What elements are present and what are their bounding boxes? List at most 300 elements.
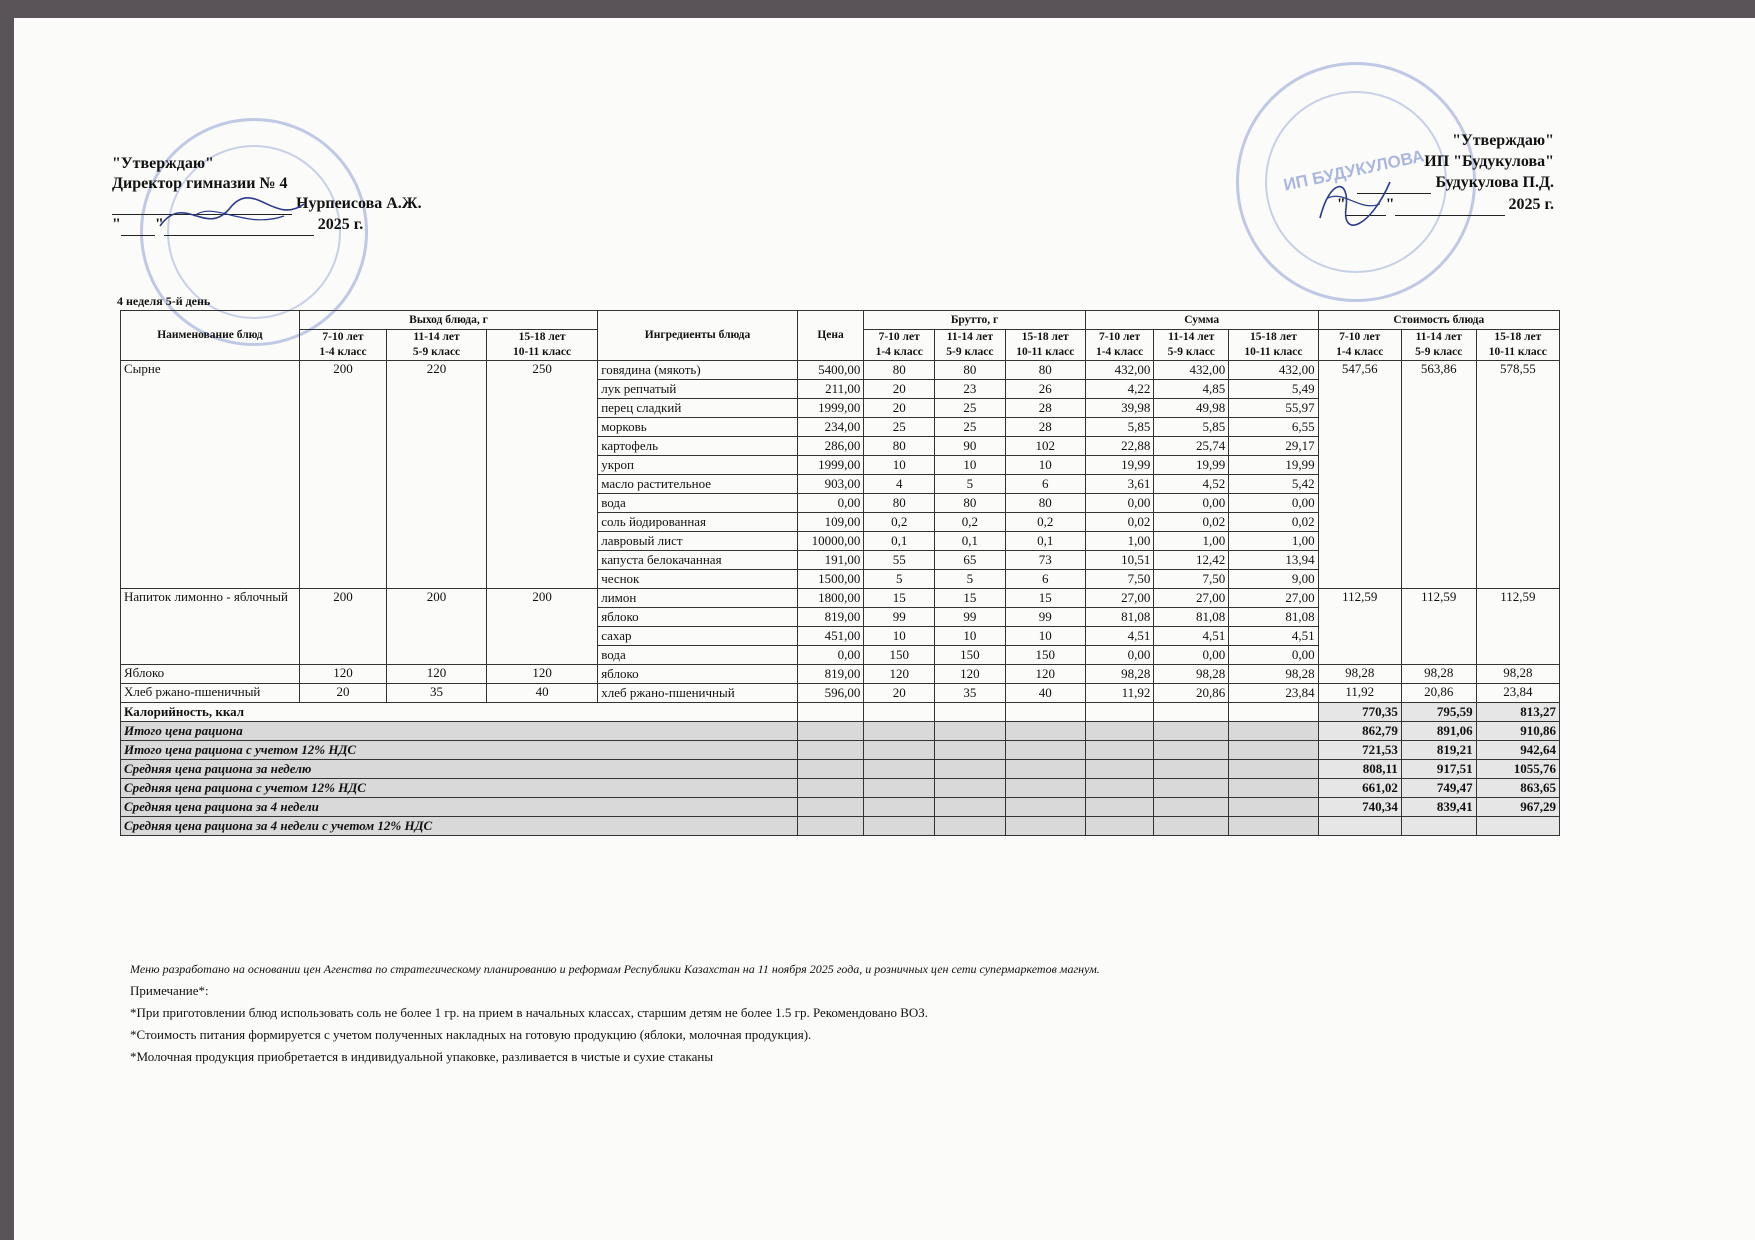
header-grade: 5-9 класс [1167,346,1215,358]
ingredient-name: картофель [598,437,798,456]
summary-empty-cell [1154,798,1229,817]
ingredient-name: хлеб ржано-пшеничный [598,684,798,703]
ingredient-brutto: 10 [1005,456,1085,475]
ingredient-brutto: 25 [935,418,1006,437]
header-brutto: Брутто, г [864,311,1085,330]
ingredient-brutto: 90 [935,437,1006,456]
summary-empty-cell [864,798,935,817]
ingredient-name: капуста белокачанная [598,551,798,570]
dish-cost: 98,28 [1318,665,1401,684]
dish-cost: 112,59 [1476,589,1559,665]
summary-empty-cell [864,760,935,779]
summary-empty-cell [1154,779,1229,798]
ingredient-sum: 5,42 [1229,475,1318,494]
ingredient-brutto: 6 [1005,475,1085,494]
ingredient-name: говядина (мякоть) [598,361,798,380]
dish-yield: 220 [387,361,487,589]
ingredient-name: перец сладкий [598,399,798,418]
ingredient-brutto: 5 [864,570,935,589]
summary-empty-cell [864,722,935,741]
ingredient-brutto: 99 [1005,608,1085,627]
ingredient-sum: 20,86 [1154,684,1229,703]
ingredient-sum: 9,00 [1229,570,1318,589]
ingredient-sum: 19,99 [1229,456,1318,475]
summary-value: 813,27 [1476,703,1559,722]
summary-value: 819,21 [1401,741,1476,760]
summary-empty-cell [1154,703,1229,722]
ingredient-brutto: 80 [864,361,935,380]
ingredient-brutto: 35 [935,684,1006,703]
summary-empty-cell [1085,703,1154,722]
header-dish-name: Наименование блюд [121,311,300,361]
header-age: 11-14 лет [946,331,994,343]
supplier-signature [1310,168,1400,238]
summary-row [121,798,1560,817]
ingredient-brutto: 80 [935,494,1006,513]
dish-yield: 250 [486,361,597,589]
ingredient-price: 596,00 [797,684,864,703]
price-source-note: Меню разработано на основании цен Агенства по стратегическому планированию и реформам Республики Казахстан на 11 ноября 2025 года, и розничных цен сети супермаркетов магнум. [130,962,1100,976]
ingredient-name: масло растительное [598,475,798,494]
ingredient-sum: 81,08 [1154,608,1229,627]
summary-empty-cell [935,798,1006,817]
summary-empty-cell [1229,817,1318,836]
header-age: 11-14 лет [1168,331,1215,343]
ingredient-brutto: 28 [1005,399,1085,418]
note-line: *Стоимость питания формируется с учетом полученных накладных на готовую продукцию (яблоки, молочная продукция). [130,1027,812,1042]
summary-empty-cell [935,703,1006,722]
summary-row [121,779,1560,798]
summary-table-body [121,703,1560,836]
ingredient-name: морковь [598,418,798,437]
summary-empty-cell [1229,741,1318,760]
summary-value [1401,817,1476,836]
dish-name: Яблоко [121,665,300,684]
ingredient-sum: 4,51 [1229,627,1318,646]
summary-value: 917,51 [1401,760,1476,779]
ingredient-brutto: 120 [935,665,1006,684]
ingredient-price: 451,00 [797,627,864,646]
ingredient-brutto: 80 [1005,361,1085,380]
summary-row [121,722,1560,741]
ingredient-sum: 25,74 [1154,437,1229,456]
ingredient-brutto: 0,1 [1005,532,1085,551]
ingredient-brutto: 80 [864,437,935,456]
ingredient-name: вода [598,646,798,665]
ingredient-brutto: 5 [935,570,1006,589]
approval-title-left: "Утверждаю" [112,155,214,172]
ingredient-price: 211,00 [797,380,864,399]
ingredient-sum: 0,00 [1229,646,1318,665]
notes-heading: Примечание*: [130,983,209,998]
summary-empty-cell [1229,779,1318,798]
week-day-title: 4 неделя 5-й день [117,294,211,308]
ingredient-sum: 29,17 [1229,437,1318,456]
header-age: 15-18 лет [518,331,566,343]
header-grade: 1-4 класс [1095,346,1144,358]
ingredient-name: соль йодированная [598,513,798,532]
menu-table-header [121,311,1560,361]
ingredient-brutto: 25 [864,418,935,437]
ingredient-sum: 27,00 [1229,589,1318,608]
header-age-group [486,330,597,361]
ingredient-brutto: 80 [1005,494,1085,513]
ingredient-sum: 55,97 [1229,399,1318,418]
summary-empty-cell [1154,817,1229,836]
ingredient-sum: 81,08 [1085,608,1154,627]
ingredient-price: 0,00 [797,494,864,513]
summary-label: Средняя цена рациона за 4 недели с учетом 12% НДС [121,817,798,836]
header-age-group [864,330,935,361]
summary-empty-cell [935,817,1006,836]
ingredient-brutto: 99 [864,608,935,627]
header-grade: 5-9 класс [412,346,461,358]
ingredient-brutto: 0,2 [1005,513,1085,532]
header-age: 7-10 лет [1098,331,1141,343]
dish-yield: 200 [387,589,487,665]
summary-empty-cell [797,779,864,798]
ingredient-sum: 3,61 [1085,475,1154,494]
summary-empty-cell [1085,760,1154,779]
header-price: Цена [797,311,864,361]
approval-title-right: "Утверждаю" [1452,132,1554,149]
ingredient-sum: 7,50 [1154,570,1229,589]
ingredient-sum: 4,22 [1085,380,1154,399]
header-age-group [1005,330,1085,361]
summary-empty-cell [1154,722,1229,741]
summary-empty-cell [1229,798,1318,817]
dish-yield: 35 [387,684,487,703]
summary-value: 1055,76 [1476,760,1559,779]
summary-label: Итого цена рациона с учетом 12% НДС [121,741,798,760]
approval-year-left: 2025 г. [317,216,364,233]
ingredient-brutto: 55 [864,551,935,570]
header-age: 7-10 лет [322,331,364,343]
ingredient-brutto: 6 [1005,570,1085,589]
summary-empty-cell [935,741,1006,760]
summary-value: 910,86 [1476,722,1559,741]
dish-cost: 98,28 [1401,665,1476,684]
ingredient-price: 1999,00 [797,456,864,475]
dish-cost: 578,55 [1476,361,1559,589]
ingredient-sum: 39,98 [1085,399,1154,418]
summary-empty-cell [864,779,935,798]
table-row [121,361,1560,380]
ingredient-price: 1500,00 [797,570,864,589]
ingredient-brutto: 80 [935,361,1006,380]
ingredient-sum: 98,28 [1085,665,1154,684]
dish-yield: 200 [299,361,386,589]
director-name: Нурпеисова А.Ж. [296,195,422,212]
summary-empty-cell [797,798,864,817]
approval-year-right: 2025 г. [1508,196,1554,213]
summary-empty-cell [1154,760,1229,779]
summary-empty-cell [797,760,864,779]
ingredient-sum: 0,00 [1085,646,1154,665]
ingredient-name: лимон [598,589,798,608]
ingredient-sum: 27,00 [1154,589,1229,608]
summary-empty-cell [797,741,864,760]
header-age-group [1085,330,1154,361]
summary-label: Средняя цена рациона с учетом 12% НДС [121,779,798,798]
ingredient-brutto: 10 [935,627,1006,646]
summary-value: 808,11 [1318,760,1401,779]
ingredient-price: 109,00 [797,513,864,532]
header-age-group [1154,330,1229,361]
header-age-group [935,330,1006,361]
ingredient-sum: 0,02 [1154,513,1229,532]
ingredient-price: 191,00 [797,551,864,570]
header-yield: Выход блюда, г [299,311,597,330]
ingredient-brutto: 150 [1005,646,1085,665]
summary-empty-cell [1005,722,1085,741]
table-row [121,589,1560,608]
ingredient-brutto: 65 [935,551,1006,570]
ingredient-name: укроп [598,456,798,475]
dish-yield: 120 [299,665,386,684]
ingredient-sum: 49,98 [1154,399,1229,418]
ingredient-brutto: 0,2 [864,513,935,532]
summary-empty-cell [1085,817,1154,836]
header-grade: 5-9 класс [946,346,994,358]
ingredient-sum: 4,85 [1154,380,1229,399]
menu-table [120,310,1560,836]
summary-value: 749,47 [1401,779,1476,798]
summary-empty-cell [1005,817,1085,836]
header-age: 15-18 лет [1494,331,1542,343]
ingredient-brutto: 73 [1005,551,1085,570]
ingredient-brutto: 40 [1005,684,1085,703]
header-cost: Стоимость блюда [1318,311,1559,330]
ingredient-sum: 432,00 [1229,361,1318,380]
summary-empty-cell [1005,779,1085,798]
header-age: 11-14 лет [413,331,460,343]
summary-empty-cell [864,741,935,760]
approval-date-left: " " 2025 г. [112,215,422,236]
summary-empty-cell [864,817,935,836]
header-age-group [299,330,386,361]
ingredient-brutto: 20 [864,380,935,399]
ingredient-name: яблоко [598,665,798,684]
ingredient-price: 234,00 [797,418,864,437]
approval-date-right: " " 2025 г. [1296,194,1554,216]
header-grade: 10-11 класс [1488,346,1547,358]
ingredient-brutto: 10 [864,627,935,646]
summary-value: 839,41 [1401,798,1476,817]
ingredient-brutto: 102 [1005,437,1085,456]
table-row [121,684,1560,703]
ingredient-sum: 4,52 [1154,475,1229,494]
director-signature [154,186,314,240]
dish-name: Сырне [121,361,300,589]
ingredient-price: 10000,00 [797,532,864,551]
summary-empty-cell [797,817,864,836]
header-grade: 1-4 класс [1336,346,1384,358]
ingredient-brutto: 80 [864,494,935,513]
dish-cost: 563,86 [1401,361,1476,589]
summary-empty-cell [1085,722,1154,741]
summary-empty-cell [935,779,1006,798]
ingredient-brutto: 0,2 [935,513,1006,532]
supplier-name: Будукулова П.Д. [1435,174,1554,191]
table-row [121,665,1560,684]
ingredient-sum: 12,42 [1154,551,1229,570]
ingredient-brutto: 5 [935,475,1006,494]
ingredient-sum: 10,51 [1085,551,1154,570]
ingredient-brutto: 120 [864,665,935,684]
ingredient-name: вода [598,494,798,513]
ingredient-brutto: 0,1 [935,532,1006,551]
summary-value: 770,35 [1318,703,1401,722]
director-position: Директор гимназии № 4 [112,175,288,192]
header-age-group [1401,330,1476,361]
ingredient-brutto: 23 [935,380,1006,399]
ingredient-sum: 1,00 [1085,532,1154,551]
ingredient-sum: 4,51 [1085,627,1154,646]
summary-row [121,760,1560,779]
ingredient-sum: 0,00 [1085,494,1154,513]
ingredient-price: 5400,00 [797,361,864,380]
summary-label: Итого цена рациона [121,722,798,741]
ingredient-brutto: 0,1 [864,532,935,551]
summary-value: 942,64 [1476,741,1559,760]
header-grade: 10-11 класс [1016,346,1075,358]
dish-yield: 200 [486,589,597,665]
summary-value [1318,817,1401,836]
summary-value: 740,34 [1318,798,1401,817]
summary-empty-cell [1085,741,1154,760]
header-age-group [1229,330,1318,361]
ingredient-brutto: 20 [864,684,935,703]
note-line: *Молочная продукция приобретается в индивидуальной упаковке, разливается в чистые и сухие стаканы [130,1049,714,1064]
dish-cost: 23,84 [1476,684,1559,703]
ingredient-brutto: 15 [1005,589,1085,608]
dish-cost: 11,92 [1318,684,1401,703]
ingredient-sum: 19,99 [1085,456,1154,475]
summary-value [1476,817,1559,836]
ingredient-brutto: 120 [1005,665,1085,684]
ingredient-sum: 5,49 [1229,380,1318,399]
ingredient-price: 286,00 [797,437,864,456]
summary-value: 721,53 [1318,741,1401,760]
dish-cost: 20,86 [1401,684,1476,703]
ingredient-sum: 13,94 [1229,551,1318,570]
dish-cost: 547,56 [1318,361,1401,589]
summary-label: Средняя цена рациона за 4 недели [121,798,798,817]
ingredient-sum: 7,50 [1085,570,1154,589]
summary-empty-cell [1229,722,1318,741]
header-age: 7-10 лет [878,331,920,343]
header-grade: 10-11 класс [513,346,572,358]
supplier-org: ИП "Будукулова" [1424,153,1554,170]
ingredient-sum: 0,02 [1085,513,1154,532]
summary-value: 967,29 [1476,798,1559,817]
ingredient-brutto: 10 [864,456,935,475]
ingredient-brutto: 99 [935,608,1006,627]
header-age-group [387,330,487,361]
header-age: 11-14 лет [1415,331,1462,343]
document-page [14,18,1755,1240]
menu-table-body [121,361,1560,703]
ingredient-sum: 19,99 [1154,456,1229,475]
ingredient-sum: 98,28 [1229,665,1318,684]
ingredient-brutto: 15 [864,589,935,608]
header-age: 15-18 лет [1249,331,1297,343]
summary-empty-cell [1005,741,1085,760]
notes-block [130,958,1100,1068]
summary-row [121,703,1560,722]
header-grade: 5-9 класс [1415,346,1463,358]
ingredient-sum: 0,00 [1229,494,1318,513]
ingredient-sum: 6,55 [1229,418,1318,437]
ingredient-brutto: 28 [1005,418,1085,437]
ingredient-sum: 27,00 [1085,589,1154,608]
ingredient-brutto: 150 [935,646,1006,665]
ingredient-price: 903,00 [797,475,864,494]
summary-empty-cell [1005,703,1085,722]
ingredient-sum: 432,00 [1085,361,1154,380]
dish-name: Напиток лимонно - яблочный [121,589,300,665]
summary-empty-cell [935,760,1006,779]
summary-value: 863,65 [1476,779,1559,798]
ingredient-name: сахар [598,627,798,646]
ingredient-sum: 81,08 [1229,608,1318,627]
dish-yield: 120 [486,665,597,684]
summary-empty-cell [1005,760,1085,779]
ingredient-price: 1999,00 [797,399,864,418]
summary-empty-cell [797,703,864,722]
ingredient-name: лук репчатый [598,380,798,399]
summary-empty-cell [1005,798,1085,817]
dish-yield: 200 [299,589,386,665]
ingredient-sum: 5,85 [1154,418,1229,437]
summary-empty-cell [797,722,864,741]
dish-cost: 98,28 [1476,665,1559,684]
ingredient-sum: 98,28 [1154,665,1229,684]
ingredient-name: яблоко [598,608,798,627]
ingredient-brutto: 4 [864,475,935,494]
summary-label: Средняя цена рациона за неделю [121,760,798,779]
ingredient-price: 0,00 [797,646,864,665]
ingredient-price: 819,00 [797,608,864,627]
note-line: *При приготовлении блюд использовать соль не более 1 гр. на прием в начальных классах, старшим детям не более 1.5 гр. Рекомендовано ВОЗ. [130,1005,929,1020]
header-grade: 10-11 класс [1244,346,1303,358]
summary-empty-cell [1154,741,1229,760]
summary-row [121,817,1560,836]
summary-empty-cell [935,722,1006,741]
summary-empty-cell [1229,703,1318,722]
ingredient-brutto: 15 [935,589,1006,608]
summary-value: 795,59 [1401,703,1476,722]
ingredient-sum: 5,85 [1085,418,1154,437]
dish-yield: 120 [387,665,487,684]
ingredient-sum: 22,88 [1085,437,1154,456]
ingredient-sum: 0,00 [1154,646,1229,665]
ingredient-sum: 1,00 [1229,532,1318,551]
summary-empty-cell [1085,779,1154,798]
header-grade: 1-4 класс [319,346,367,358]
dish-cost: 112,59 [1401,589,1476,665]
ingredient-brutto: 150 [864,646,935,665]
dish-cost: 112,59 [1318,589,1401,665]
header-age: 15-18 лет [1021,331,1069,343]
dish-name: Хлеб ржано-пшеничный [121,684,300,703]
ingredient-brutto: 25 [935,399,1006,418]
summary-empty-cell [1229,760,1318,779]
summary-empty-cell [864,703,935,722]
ingredient-brutto: 26 [1005,380,1085,399]
dish-yield: 20 [299,684,386,703]
